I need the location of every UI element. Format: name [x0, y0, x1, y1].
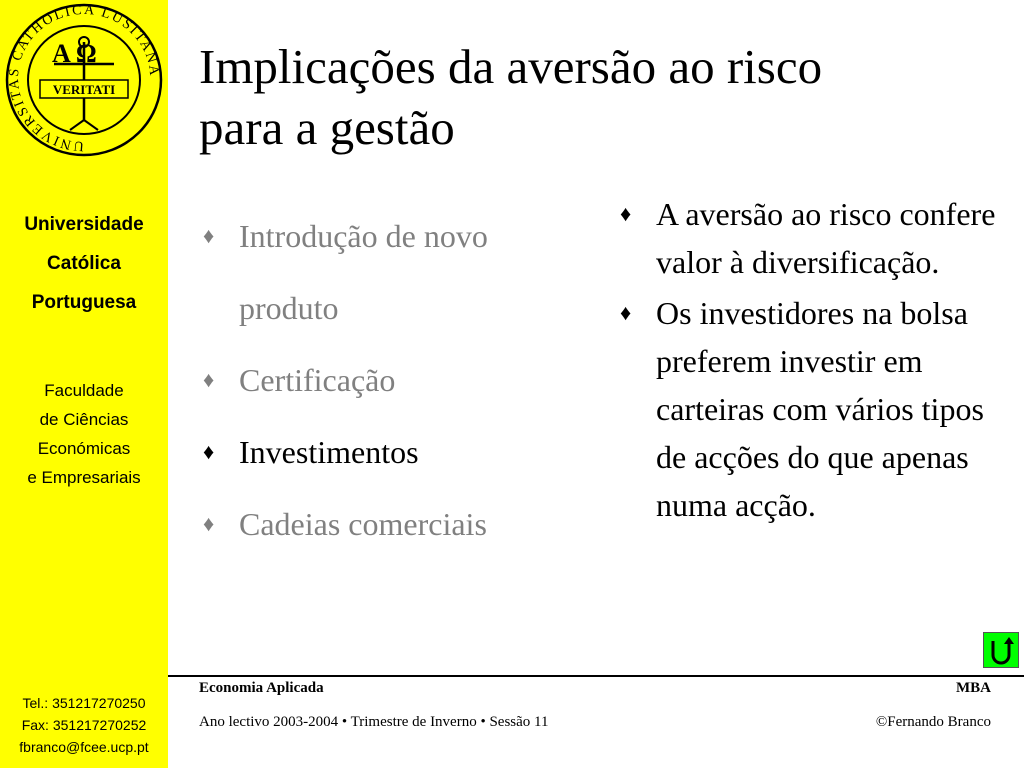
- university-seal-logo: [4, 2, 164, 158]
- topic-label: Cadeias comerciais: [239, 506, 487, 542]
- contact-fax: Fax: 351217270252: [21, 717, 147, 733]
- contact-email[interactable]: fbranco@fcee.ucp.pt: [19, 739, 149, 755]
- u-turn-arrow-icon: [984, 633, 1018, 667]
- contact-tel: Tel.: 351217270250: [22, 695, 146, 711]
- diamond-bullet-icon: ♦: [203, 511, 215, 536]
- slide-title-line: Implicações da aversão ao risco: [199, 39, 823, 94]
- svg-text:A Ω: A Ω: [52, 39, 97, 68]
- content-list: [620, 190, 1015, 529]
- topic-item-supply-chains[interactable]: [203, 488, 583, 560]
- content-bullet: [620, 289, 1015, 529]
- course-name: Economia Aplicada: [199, 680, 324, 696]
- svg-text:VERITATI: VERITATI: [52, 82, 116, 97]
- diamond-bullet-icon: ♦: [620, 300, 632, 325]
- topic-label: produto: [239, 290, 339, 326]
- topic-label: Certificação: [239, 362, 396, 398]
- sidebar: [0, 0, 168, 768]
- diamond-bullet-icon: ♦: [203, 223, 215, 248]
- faculty-name: [0, 376, 168, 492]
- diamond-bullet-icon: ♦: [620, 201, 632, 226]
- contact-info: [0, 692, 168, 758]
- diamond-bullet-icon: ♦: [203, 439, 215, 464]
- topic-item-investments[interactable]: [203, 416, 583, 488]
- university-line: Portuguesa: [31, 292, 137, 313]
- content-bullet: [620, 190, 1015, 286]
- topic-item-new-product[interactable]: [203, 200, 583, 344]
- diamond-bullet-icon: ♦: [203, 367, 215, 392]
- university-name: [0, 205, 168, 322]
- slide-title-line: para a gestão: [199, 100, 455, 155]
- topic-label: Investimentos: [239, 434, 419, 470]
- university-line: Católica: [47, 253, 121, 274]
- faculty-line: e Empresariais: [27, 468, 141, 487]
- author-credit: ©Fernando Branco: [875, 714, 991, 730]
- faculty-line: Faculdade: [44, 381, 124, 400]
- svg-text:UNIVERSITAS CATHOLICA LUSITANA: UNIVERSITAS CATHOLICA LUSITANA: [6, 2, 162, 154]
- topics-list: [203, 200, 583, 560]
- slide-title: [199, 36, 1009, 158]
- topic-item-certification[interactable]: [203, 344, 583, 416]
- topic-label: Introdução de novo: [239, 218, 488, 254]
- program-name: MBA: [956, 680, 991, 696]
- content-text: Os investidores na bolsa preferem investir em carteiras com vários tipos de acções do que apenas numa acção.: [656, 295, 984, 523]
- home-button[interactable]: [983, 632, 1019, 668]
- university-line: Universidade: [24, 214, 144, 235]
- session-info: Ano lectivo 2003-2004 • Trimestre de Inverno • Sessão 11: [199, 714, 549, 730]
- content-text: A aversão ao risco confere valor à diversificação.: [656, 196, 996, 280]
- faculty-line: Económicas: [37, 439, 131, 458]
- footer-divider: [168, 675, 1024, 677]
- faculty-line: de Ciências: [39, 410, 129, 429]
